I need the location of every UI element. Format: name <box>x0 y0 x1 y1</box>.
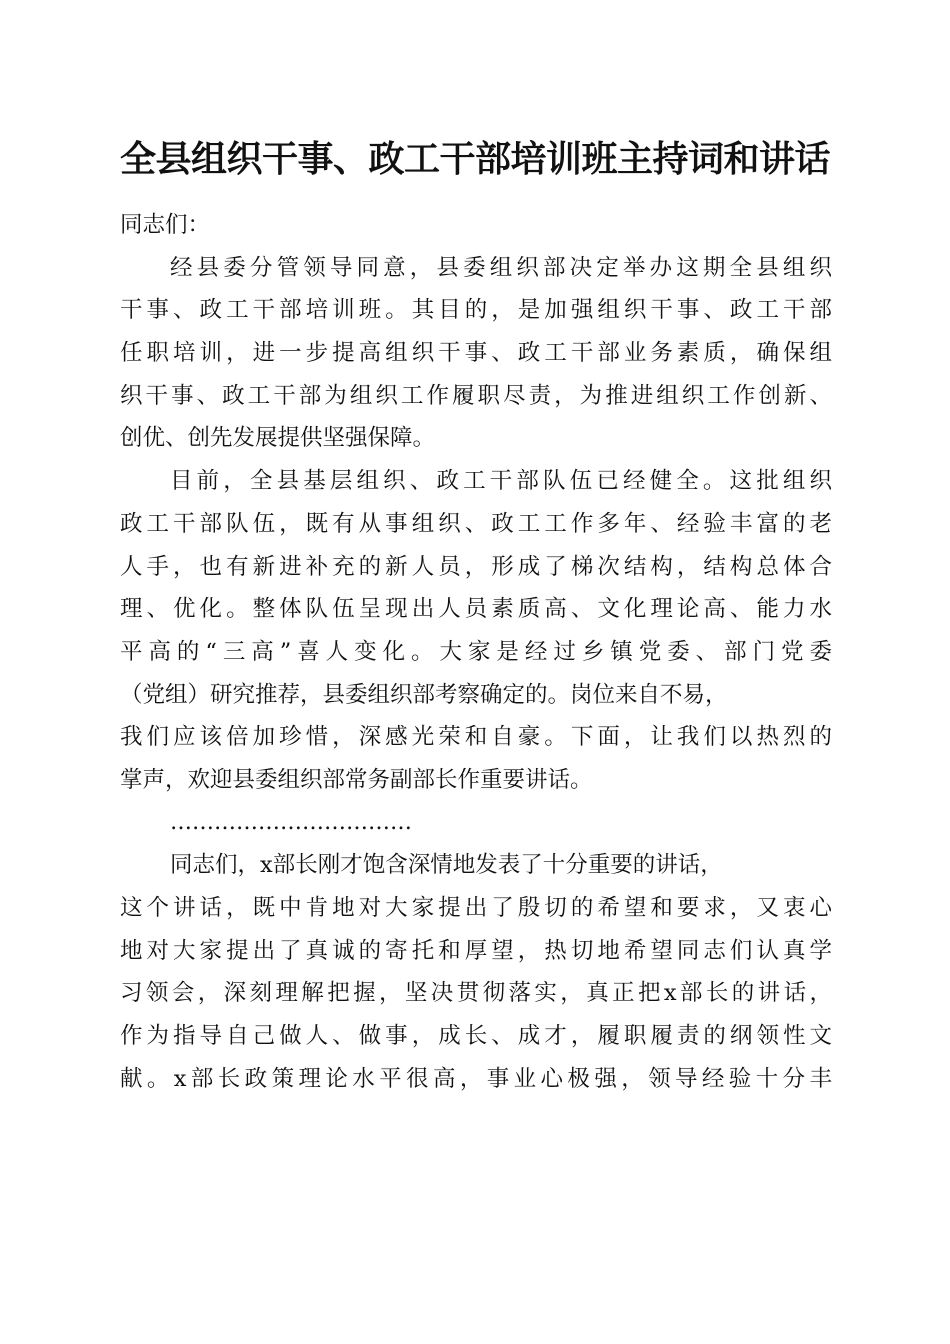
paragraph-line: 这个讲话，既中肯地对大家提出了殷切的希望和要求，又衷心 <box>120 895 832 921</box>
paragraph-line: （党组）研究推荐，县委组织部考察确定的。岗位来自不易， <box>120 681 728 708</box>
paragraph-line: 作为指导自己做人、做事，成长、成才，履职履责的纲领性文 <box>120 1023 832 1050</box>
paragraph-line: 经县委分管领导同意，县委组织部决定举办这期全县组织 <box>170 254 832 281</box>
paragraph-line: 掌声，欢迎县委组织部常务副部长作重要讲话。 <box>120 766 593 793</box>
paragraph-line: 我们应该倍加珍惜，深感光荣和自豪。下面，让我们以热烈的 <box>120 724 832 751</box>
paragraph-line: 同志们，x部长刚才饱含深情地发表了十分重要的讲话， <box>170 852 723 879</box>
paragraph-line: 任职培训，进一步提高组织干事、政工干部业务素质，确保组 <box>120 340 832 367</box>
document-title: 全县组织干事、政工干部培训班主持词和讲话 <box>119 139 830 180</box>
paragraph-line: 献。x部长政策理论水平很高，事业心极强，领导经验十分丰 <box>120 1065 832 1092</box>
paragraph-line: 理、优化。整体队伍呈现出人员素质高、文化理论高、能力水 <box>120 596 832 623</box>
paragraph-line: 习领会，深刻理解把握，坚决贯彻落实，真正把x部长的讲话， <box>120 980 832 1007</box>
paragraph-line: 人手，也有新进补充的新人员，形成了梯次结构，结构总体合 <box>120 553 832 580</box>
paragraph-line: 干事、政工干部培训班。其目的，是加强组织干事、政工干部 <box>120 297 832 324</box>
paragraph-line: 织干事、政工干部为组织工作履职尽责，为推进组织工作创新、 <box>120 382 832 409</box>
paragraph-line: 平高的“三高”喜人变化。大家是经过乡镇党委、部门党委 <box>120 638 832 665</box>
document-body <box>120 204 832 1100</box>
paragraph-3 <box>120 844 832 1100</box>
greeting-line: 同志们： <box>120 212 211 238</box>
paragraph-2 <box>120 460 832 802</box>
paragraph-line: 创优、创先发展提供坚强保障。 <box>120 425 436 452</box>
separator-dots: …………………………… <box>170 809 412 835</box>
paragraph-line: 目前，全县基层组织、政工干部队伍已经健全。这批组织 <box>170 468 832 495</box>
paragraph-line: 政工干部队伍，既有从事组织、政工工作多年、经验丰富的老 <box>120 510 832 537</box>
paragraph-line: 地对大家提出了真诚的寄托和厚望，热切地希望同志们认真学 <box>120 937 832 964</box>
paragraph-1 <box>120 247 832 460</box>
